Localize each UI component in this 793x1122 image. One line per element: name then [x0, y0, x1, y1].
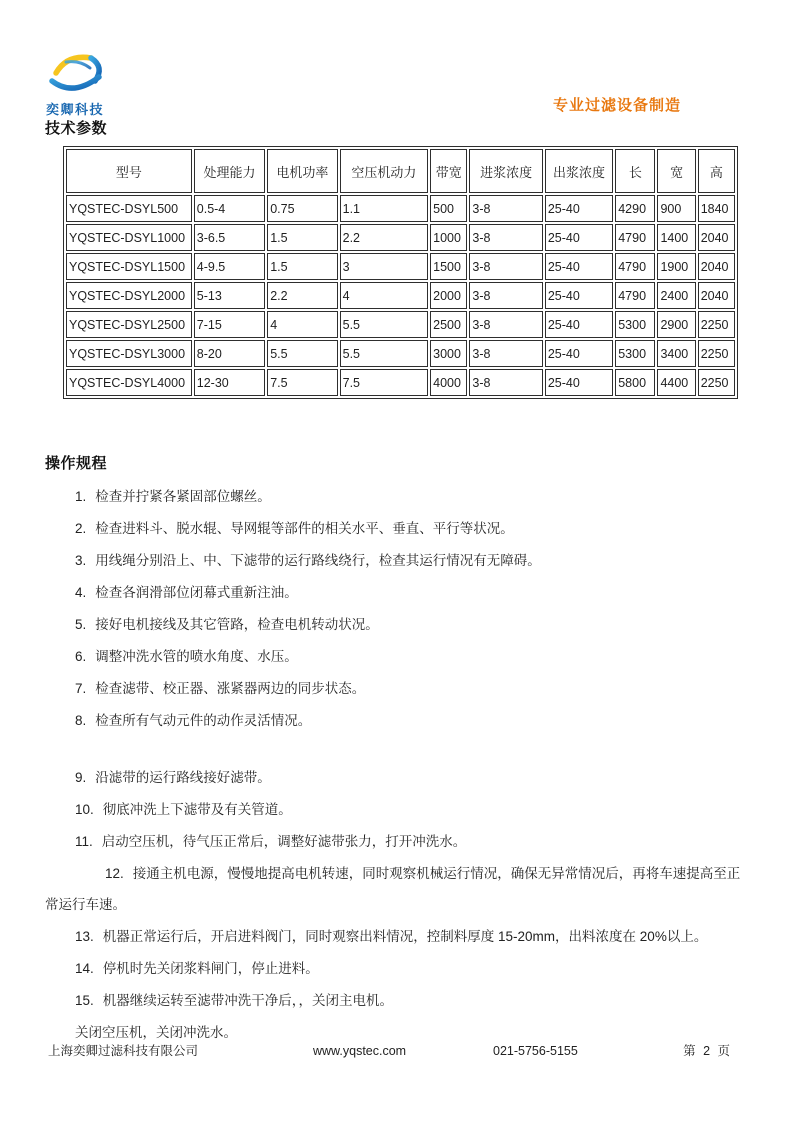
- item-number: 4.: [75, 585, 87, 600]
- table-cell: 2040: [698, 282, 735, 309]
- table-cell: YQSTEC-DSYL1500: [66, 253, 192, 280]
- item-number: 13.: [75, 929, 94, 944]
- logo-text: 奕卿科技: [46, 102, 105, 117]
- spec-table-body: [66, 195, 735, 396]
- table-cell: 5-13: [194, 282, 265, 309]
- table-cell: 2400: [657, 282, 695, 309]
- table-cell: YQSTEC-DSYL4000: [66, 369, 192, 396]
- table-cell: 2000: [430, 282, 467, 309]
- table-cell: 7.5: [340, 369, 429, 396]
- procedure-item: [45, 673, 751, 704]
- table-cell: 4-9.5: [194, 253, 265, 280]
- table-cell: 5.5: [267, 340, 337, 367]
- table-cell: 7.5: [267, 369, 337, 396]
- table-cell: 2040: [698, 224, 735, 251]
- item-text: 接通主机电源，慢慢地提高电机转速，同时观察机械运行情况，确保无异常情况后，再将车速提高至正常运行车速。: [45, 866, 741, 912]
- column-header: 空压机动力: [340, 149, 429, 193]
- table-cell: 12-30: [194, 369, 265, 396]
- item-number: 1.: [75, 489, 87, 504]
- item-text: 检查滤带、校正器、涨紧器两边的同步状态。: [95, 681, 366, 696]
- table-cell: 2.2: [340, 224, 429, 251]
- table-cell: 1000: [430, 224, 467, 251]
- table-cell: 2250: [698, 369, 735, 396]
- table-cell: 3-8: [469, 282, 542, 309]
- table-cell: 500: [430, 195, 467, 222]
- item-text: 检查并拧紧各紧固部位螺丝。: [95, 489, 271, 504]
- table-cell: 3000: [430, 340, 467, 367]
- column-header: 电机功率: [267, 149, 337, 193]
- procedure-item: [45, 705, 751, 736]
- table-cell: 3-6.5: [194, 224, 265, 251]
- procedure-item: [45, 641, 751, 672]
- table-cell: 2500: [430, 311, 467, 338]
- table-cell: 2250: [698, 340, 735, 367]
- table-cell: 4790: [615, 253, 655, 280]
- table-cell: 1900: [657, 253, 695, 280]
- table-cell: 1840: [698, 195, 735, 222]
- table-cell: 2040: [698, 253, 735, 280]
- column-header: 带宽: [430, 149, 467, 193]
- table-cell: 4790: [615, 224, 655, 251]
- table-cell: 7-15: [194, 311, 265, 338]
- item-number: 14.: [75, 961, 94, 976]
- table-row: [66, 340, 735, 367]
- table-cell: 4: [267, 311, 337, 338]
- item-text: 调整冲洗水管的喷水角度、水压。: [95, 649, 298, 664]
- table-row: [66, 311, 735, 338]
- table-cell: 25-40: [545, 195, 613, 222]
- table-cell: 1400: [657, 224, 695, 251]
- table-cell: 4790: [615, 282, 655, 309]
- table-row: [66, 282, 735, 309]
- column-header: 型号: [66, 149, 192, 193]
- table-cell: 2.2: [267, 282, 337, 309]
- column-header: 长: [615, 149, 655, 193]
- item-number: 7.: [75, 681, 87, 696]
- item-text: 机器正常运行后，开启进料阀门，同时观察出料情况，控制料厚度 15-20mm，出料浓度在 20%以上。: [102, 929, 708, 944]
- section-title-procedures: 操作规程: [45, 455, 108, 472]
- column-header: 高: [698, 149, 735, 193]
- table-row: [66, 369, 735, 396]
- footer-page-number: 第 2 页: [683, 1044, 732, 1058]
- table-cell: 2250: [698, 311, 735, 338]
- table-row: [66, 253, 735, 280]
- column-header: 进浆浓度: [469, 149, 542, 193]
- item-text: 停机时先关闭浆料闸门，停止进料。: [102, 961, 319, 976]
- procedure-item: [45, 826, 751, 857]
- section-title-tech-params: 技术参数: [45, 120, 108, 137]
- page-footer: [48, 1041, 732, 1059]
- table-cell: 5300: [615, 340, 655, 367]
- item-number: 12.: [105, 866, 124, 881]
- table-cell: 5800: [615, 369, 655, 396]
- table-cell: 3-8: [469, 369, 542, 396]
- footer-website: www.yqstec.com: [313, 1044, 407, 1058]
- table-cell: 3400: [657, 340, 695, 367]
- table-cell: 25-40: [545, 282, 613, 309]
- table-row: [66, 224, 735, 251]
- item-number: 11.: [75, 834, 93, 849]
- item-text: 关闭空压机，关闭冲洗水。: [75, 1025, 237, 1040]
- table-cell: 25-40: [545, 340, 613, 367]
- company-logo: [46, 50, 126, 118]
- table-cell: 8-20: [194, 340, 265, 367]
- table-cell: YQSTEC-DSYL2000: [66, 282, 192, 309]
- table-cell: 3-8: [469, 253, 542, 280]
- item-number: 5.: [75, 617, 87, 632]
- table-cell: 3: [340, 253, 429, 280]
- table-cell: 900: [657, 195, 695, 222]
- procedure-list: [45, 481, 751, 1049]
- table-cell: 25-40: [545, 369, 613, 396]
- table-cell: 3-8: [469, 311, 542, 338]
- item-text: 接好电机接线及其它管路，检查电机转动状况。: [95, 617, 379, 632]
- table-row: [66, 195, 735, 222]
- item-text: 彻底冲洗上下滤带及有关管道。: [102, 802, 292, 817]
- table-cell: YQSTEC-DSYL3000: [66, 340, 192, 367]
- header-slogan: 专业过滤设备制造: [553, 97, 682, 114]
- table-cell: 25-40: [545, 224, 613, 251]
- item-number: 6.: [75, 649, 87, 664]
- table-cell: 5.5: [340, 311, 429, 338]
- table-cell: 1.5: [267, 224, 337, 251]
- spec-table: [63, 146, 738, 399]
- table-cell: 25-40: [545, 311, 613, 338]
- table-cell: 3-8: [469, 224, 542, 251]
- item-text: 检查进料斗、脱水辊、导网辊等部件的相关水平、垂直、平行等状况。: [95, 521, 514, 536]
- procedure-item: [45, 921, 751, 952]
- procedure-item: [45, 985, 751, 1016]
- item-number: 2.: [75, 521, 87, 536]
- procedure-item: [45, 953, 751, 984]
- table-cell: 1.5: [267, 253, 337, 280]
- procedure-item: [45, 545, 751, 576]
- table-cell: 5.5: [340, 340, 429, 367]
- globe-logo-icon: [46, 50, 108, 98]
- spec-table-header-row: [66, 149, 735, 193]
- table-cell: 4000: [430, 369, 467, 396]
- table-cell: 25-40: [545, 253, 613, 280]
- procedure-item: [45, 609, 751, 640]
- table-cell: 3-8: [469, 195, 542, 222]
- procedure-item: [45, 858, 751, 920]
- table-cell: YQSTEC-DSYL2500: [66, 311, 192, 338]
- column-header: 出浆浓度: [545, 149, 613, 193]
- item-text: 检查各润滑部位闭幕式重新注油。: [95, 585, 298, 600]
- column-header: 处理能力: [194, 149, 265, 193]
- item-text: 启动空压机，待气压正常后，调整好滤带张力，打开冲洗水。: [101, 834, 467, 849]
- item-number: 15.: [75, 993, 94, 1008]
- column-header: 宽: [657, 149, 695, 193]
- table-cell: 3-8: [469, 340, 542, 367]
- procedure-item: [45, 513, 751, 544]
- table-cell: 0.5-4: [194, 195, 265, 222]
- procedure-item: [45, 481, 751, 512]
- table-cell: YQSTEC-DSYL1000: [66, 224, 192, 251]
- table-cell: 1.1: [340, 195, 429, 222]
- item-number: 9.: [75, 770, 87, 785]
- procedure-item: [45, 577, 751, 608]
- procedure-item: [45, 762, 751, 793]
- item-number: 8.: [75, 713, 87, 728]
- table-cell: 0.75: [267, 195, 337, 222]
- table-cell: 5300: [615, 311, 655, 338]
- table-cell: 2900: [657, 311, 695, 338]
- table-cell: YQSTEC-DSYL500: [66, 195, 192, 222]
- footer-company: 上海奕卿过滤科技有限公司: [48, 1044, 199, 1058]
- item-text: 检查所有气动元件的动作灵活情况。: [95, 713, 312, 728]
- item-text: 沿滤带的运行路线接好滤带。: [95, 770, 271, 785]
- footer-phone: 021-5756-5155: [493, 1044, 578, 1058]
- table-cell: 4290: [615, 195, 655, 222]
- table-cell: 4400: [657, 369, 695, 396]
- procedure-item: [45, 794, 751, 825]
- table-cell: 4: [340, 282, 429, 309]
- item-text: 用线绳分别沿上、中、下滤带的运行路线绕行，检查其运行情况有无障碍。: [95, 553, 541, 568]
- table-cell: 1500: [430, 253, 467, 280]
- item-number: 10.: [75, 802, 94, 817]
- item-number: 3.: [75, 553, 87, 568]
- item-text: 机器继续运转至滤带冲洗干净后，，关闭主电机。: [102, 993, 394, 1008]
